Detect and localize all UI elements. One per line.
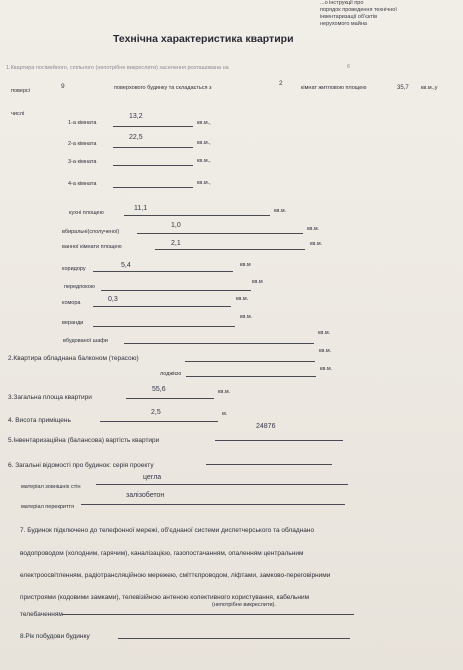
toilet-line bbox=[137, 233, 303, 234]
room1-unit: кв.м., bbox=[197, 120, 211, 126]
wall-material-line bbox=[96, 484, 348, 485]
item1-floor: 6 bbox=[347, 64, 351, 70]
corridor-label: коридору bbox=[62, 266, 86, 272]
item3-unit: кв.м. bbox=[218, 389, 231, 395]
page-title: Технічна характеристика квартири bbox=[113, 33, 294, 45]
veranda-label: веранди bbox=[62, 320, 84, 326]
floor-material-value: залізобетон bbox=[126, 492, 165, 499]
bathroom-label: ванної кімнати площею bbox=[62, 244, 122, 250]
item5-value: 24876 bbox=[256, 423, 276, 430]
item3-line bbox=[126, 398, 214, 399]
item5-line bbox=[215, 440, 343, 441]
kitchen-value: 11,1 bbox=[134, 205, 148, 212]
floors-total: 9 bbox=[61, 83, 65, 90]
item6-label: 6. Загальні відомості про будинок: серія проекту bbox=[8, 462, 154, 469]
rooms-count: 2 bbox=[279, 80, 283, 87]
item7-note: (непотрібне викреслити). bbox=[212, 602, 276, 608]
floor-material-label: матеріал перекриття bbox=[21, 504, 75, 510]
pantry-value: 0,3 bbox=[108, 296, 118, 303]
bathroom-unit: кв.м. bbox=[310, 241, 323, 247]
living-area: 35,7 bbox=[397, 85, 409, 91]
kitchen-line bbox=[124, 215, 270, 216]
veranda-unit: кв.м. bbox=[240, 314, 253, 320]
item2-unit: кв.м. bbox=[319, 348, 332, 354]
item4-label: 4. Висота приміщень bbox=[8, 417, 71, 424]
bathroom-value: 2,1 bbox=[171, 240, 181, 247]
item7-line4: пристроями (кодовими замками), телевізійною антеною колективного користування, кабельним bbox=[20, 594, 310, 601]
item4-unit: м. bbox=[222, 411, 228, 417]
count-label: числі bbox=[11, 111, 25, 117]
toilet-unit: кв.м. bbox=[307, 226, 320, 232]
floor-label: поверсі bbox=[11, 88, 30, 94]
hallway-label: передпокою bbox=[64, 284, 95, 290]
toilet-label: вбиральні(сполученої) bbox=[62, 229, 120, 235]
room3-line bbox=[113, 165, 193, 166]
room2-unit: кв.м., bbox=[197, 140, 211, 146]
item7-line5: телебаченням bbox=[20, 611, 63, 618]
corridor-line bbox=[93, 271, 233, 272]
kitchen-label: кухні площею bbox=[69, 210, 104, 216]
room4-line bbox=[113, 187, 193, 188]
loggia-label: лоджією bbox=[160, 371, 182, 377]
pantry-line bbox=[93, 306, 231, 307]
item8-label: 8.Рік побудови будинку bbox=[20, 633, 90, 640]
floor-material-line bbox=[81, 504, 345, 505]
item4-line bbox=[100, 421, 218, 422]
room4-unit: кв.м., bbox=[197, 180, 211, 186]
room4-label: 4-а кімната bbox=[68, 181, 97, 187]
item3-value: 55,6 bbox=[152, 386, 166, 393]
loggia-unit: кв.м. bbox=[320, 366, 333, 372]
wardrobe-label: вбудованої шафи bbox=[63, 338, 108, 344]
room3-unit: кв.м., bbox=[197, 158, 211, 164]
wall-material-label: матеріал зовнішніх стін bbox=[21, 484, 81, 490]
hallway-line bbox=[101, 290, 251, 291]
pantry-unit: кв.м. bbox=[236, 296, 249, 302]
item4-value: 2,5 bbox=[151, 409, 161, 416]
room1-line bbox=[113, 126, 193, 127]
living-unit: кв.м.,у bbox=[421, 85, 438, 91]
bathroom-line bbox=[155, 249, 305, 250]
pantry-label: комора bbox=[62, 300, 81, 306]
room1-value: 13,2 bbox=[129, 113, 143, 120]
wardrobe-unit: кв.м. bbox=[318, 330, 331, 336]
item2-line bbox=[185, 361, 315, 362]
corridor-value: 5,4 bbox=[121, 262, 131, 269]
living-area-label: кімнат житловою площею bbox=[301, 85, 367, 91]
item1-line: 1.Квартира посімейного, спільного (непотрібне викреслити) заселення розташована на bbox=[6, 65, 229, 71]
corridor-unit: кв.м bbox=[240, 262, 251, 268]
kitchen-unit: кв.м. bbox=[274, 208, 287, 214]
room2-value: 22,5 bbox=[129, 134, 143, 141]
item7-line bbox=[62, 614, 354, 615]
item3-label: 3.Загальна площа квартири bbox=[8, 394, 92, 401]
loggia-line bbox=[186, 376, 316, 377]
toilet-value: 1,0 bbox=[171, 222, 181, 229]
header-note: ...о інструкції про порядок проведення технічної інвентаризації об'єктів нерухомого майна bbox=[320, 0, 397, 27]
item2-label: 2.Квартира обладнана балконом (терасою) bbox=[8, 355, 139, 362]
room2-line bbox=[113, 147, 193, 148]
room3-label: 3-а кімната bbox=[68, 159, 97, 165]
hallway-unit: кв.м bbox=[252, 279, 263, 285]
wall-material-value: цегла bbox=[143, 474, 162, 481]
item5-label: 5.Інвентаризаційна (балансова) вартість квартири bbox=[8, 437, 160, 444]
item8-line bbox=[118, 638, 350, 639]
wardrobe-line bbox=[124, 343, 314, 344]
room2-label: 2-а кімната bbox=[68, 141, 97, 147]
veranda-line bbox=[93, 326, 235, 327]
item7-line1: 7. Будинок підключено до телефонної мережі, об'єднаної системи диспетчерського та обладнано bbox=[20, 527, 315, 534]
item7-line2: водопроводом (холодним, гарячим), каналізацією, газопостачанням, опаленням центральним bbox=[20, 550, 304, 557]
item7-line3: електроосвітленням, радіотрансляційною мережею, сміттєпроводом, ліфтами, замково-переговірними bbox=[20, 572, 331, 579]
building-text: поверхового будинку та складається з bbox=[114, 85, 212, 91]
room1-label: 1-а кімната bbox=[68, 120, 97, 126]
item6-line bbox=[206, 464, 332, 465]
